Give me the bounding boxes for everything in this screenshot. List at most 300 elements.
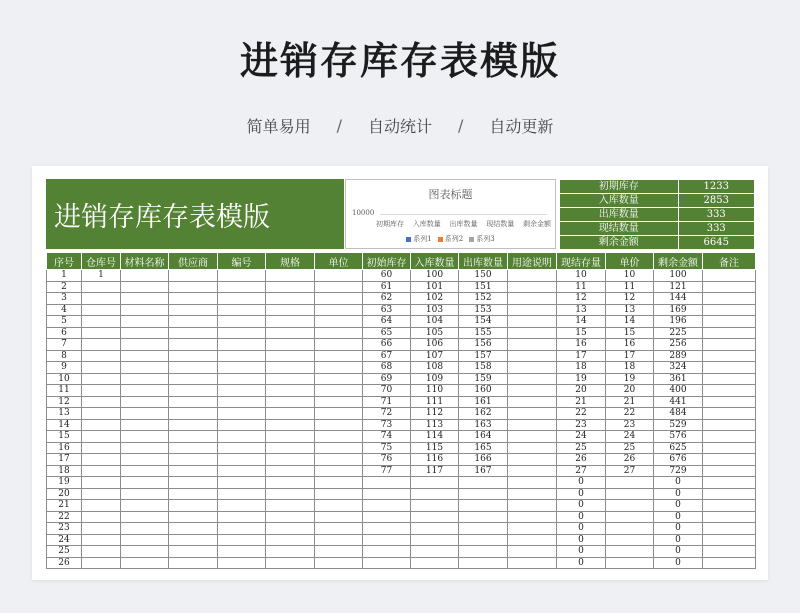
summary-label[interactable]: 初期库存	[560, 180, 679, 194]
table-cell[interactable]	[266, 431, 315, 443]
table-cell[interactable]	[169, 316, 218, 328]
table-cell[interactable]: 22	[606, 408, 654, 420]
table-cell[interactable]	[315, 465, 363, 477]
table-cell[interactable]	[169, 465, 218, 477]
table-cell[interactable]: 109	[411, 373, 459, 385]
table-cell[interactable]	[703, 419, 756, 431]
table-cell[interactable]	[315, 500, 363, 512]
table-cell[interactable]: 161	[459, 396, 508, 408]
table-cell[interactable]: 17	[557, 350, 606, 362]
table-cell[interactable]	[218, 327, 266, 339]
table-cell[interactable]	[169, 373, 218, 385]
table-cell[interactable]: 196	[654, 316, 703, 328]
table-cell[interactable]: 151	[459, 281, 508, 293]
table-cell[interactable]: 0	[557, 500, 606, 512]
table-cell[interactable]: 256	[654, 339, 703, 351]
table-cell[interactable]	[508, 362, 557, 374]
table-cell[interactable]	[169, 500, 218, 512]
table-cell[interactable]	[315, 477, 363, 489]
table-cell[interactable]	[169, 293, 218, 305]
table-cell[interactable]	[82, 316, 121, 328]
table-cell[interactable]: 63	[363, 304, 411, 316]
table-cell[interactable]	[266, 523, 315, 535]
table-cell[interactable]	[218, 557, 266, 569]
table-cell[interactable]: 152	[459, 293, 508, 305]
table-cell[interactable]	[82, 293, 121, 305]
table-cell[interactable]	[703, 523, 756, 535]
table-cell[interactable]	[266, 465, 315, 477]
table-cell[interactable]	[703, 350, 756, 362]
table-cell[interactable]	[82, 396, 121, 408]
table-cell[interactable]	[508, 454, 557, 466]
table-cell[interactable]	[459, 477, 508, 489]
table-cell[interactable]	[315, 385, 363, 397]
table-cell[interactable]	[411, 546, 459, 558]
table-cell[interactable]: 154	[459, 316, 508, 328]
table-cell[interactable]	[169, 419, 218, 431]
table-cell[interactable]	[315, 293, 363, 305]
table-cell[interactable]: 1	[47, 270, 82, 282]
table-cell[interactable]	[315, 419, 363, 431]
column-header[interactable]: 剩余金额	[654, 253, 703, 270]
table-cell[interactable]: 158	[459, 362, 508, 374]
summary-label[interactable]: 剩余金额	[560, 236, 679, 250]
table-cell[interactable]	[266, 488, 315, 500]
table-cell[interactable]: 0	[654, 477, 703, 489]
table-cell[interactable]	[508, 304, 557, 316]
table-cell[interactable]	[218, 350, 266, 362]
table-cell[interactable]	[82, 327, 121, 339]
table-cell[interactable]	[218, 339, 266, 351]
table-cell[interactable]	[218, 500, 266, 512]
table-cell[interactable]	[218, 488, 266, 500]
table-cell[interactable]	[82, 511, 121, 523]
column-header[interactable]: 规格	[266, 253, 315, 270]
table-cell[interactable]: 22	[47, 511, 82, 523]
column-header[interactable]: 现结存量	[557, 253, 606, 270]
table-cell[interactable]	[266, 293, 315, 305]
table-cell[interactable]	[266, 408, 315, 420]
table-cell[interactable]: 19	[606, 373, 654, 385]
table-cell[interactable]	[169, 523, 218, 535]
table-cell[interactable]	[508, 477, 557, 489]
table-cell[interactable]	[315, 546, 363, 558]
table-cell[interactable]	[121, 557, 169, 569]
column-header[interactable]: 入库数量	[411, 253, 459, 270]
table-cell[interactable]	[82, 431, 121, 443]
table-cell[interactable]	[121, 511, 169, 523]
table-cell[interactable]	[508, 523, 557, 535]
table-cell[interactable]	[508, 385, 557, 397]
table-cell[interactable]	[121, 270, 169, 282]
table-cell[interactable]	[508, 419, 557, 431]
table-cell[interactable]	[218, 304, 266, 316]
table-cell[interactable]	[315, 339, 363, 351]
column-header[interactable]: 编号	[218, 253, 266, 270]
table-cell[interactable]: 115	[411, 442, 459, 454]
table-cell[interactable]: 0	[557, 511, 606, 523]
table-cell[interactable]	[508, 546, 557, 558]
table-cell[interactable]	[82, 281, 121, 293]
table-cell[interactable]	[315, 350, 363, 362]
table-cell[interactable]	[459, 534, 508, 546]
table-cell[interactable]: 2	[47, 281, 82, 293]
table-cell[interactable]: 68	[363, 362, 411, 374]
column-header[interactable]: 单位	[315, 253, 363, 270]
table-cell[interactable]	[363, 488, 411, 500]
table-cell[interactable]: 0	[557, 557, 606, 569]
table-cell[interactable]: 8	[47, 350, 82, 362]
summary-value[interactable]: 333	[678, 208, 754, 222]
table-cell[interactable]	[82, 419, 121, 431]
table-cell[interactable]	[703, 511, 756, 523]
table-cell[interactable]	[121, 339, 169, 351]
table-cell[interactable]: 111	[411, 396, 459, 408]
table-cell[interactable]: 113	[411, 419, 459, 431]
table-cell[interactable]: 100	[654, 270, 703, 282]
summary-value[interactable]: 2853	[678, 194, 754, 208]
table-cell[interactable]: 14	[47, 419, 82, 431]
table-cell[interactable]	[315, 408, 363, 420]
table-cell[interactable]	[703, 546, 756, 558]
table-cell[interactable]	[82, 488, 121, 500]
table-cell[interactable]: 13	[47, 408, 82, 420]
table-cell[interactable]: 14	[557, 316, 606, 328]
table-cell[interactable]: 484	[654, 408, 703, 420]
table-cell[interactable]	[121, 454, 169, 466]
table-cell[interactable]: 62	[363, 293, 411, 305]
table-cell[interactable]	[315, 362, 363, 374]
column-header[interactable]: 供应商	[169, 253, 218, 270]
table-cell[interactable]	[82, 442, 121, 454]
table-cell[interactable]	[266, 281, 315, 293]
table-cell[interactable]	[508, 281, 557, 293]
table-cell[interactable]: 112	[411, 408, 459, 420]
table-cell[interactable]	[363, 534, 411, 546]
table-cell[interactable]	[218, 316, 266, 328]
summary-label[interactable]: 出库数量	[560, 208, 679, 222]
table-cell[interactable]: 66	[363, 339, 411, 351]
table-cell[interactable]	[703, 304, 756, 316]
table-cell[interactable]	[508, 350, 557, 362]
table-cell[interactable]: 529	[654, 419, 703, 431]
table-cell[interactable]	[266, 327, 315, 339]
table-cell[interactable]	[121, 408, 169, 420]
table-cell[interactable]: 25	[606, 442, 654, 454]
table-cell[interactable]	[363, 477, 411, 489]
table-cell[interactable]	[411, 500, 459, 512]
table-cell[interactable]	[508, 534, 557, 546]
table-cell[interactable]	[606, 546, 654, 558]
table-cell[interactable]	[315, 431, 363, 443]
table-cell[interactable]	[266, 511, 315, 523]
table-cell[interactable]	[266, 339, 315, 351]
table-cell[interactable]	[508, 316, 557, 328]
table-cell[interactable]: 65	[363, 327, 411, 339]
table-cell[interactable]	[703, 396, 756, 408]
table-cell[interactable]: 12	[557, 293, 606, 305]
table-cell[interactable]: 73	[363, 419, 411, 431]
table-cell[interactable]	[266, 500, 315, 512]
table-cell[interactable]: 10	[47, 373, 82, 385]
table-cell[interactable]	[218, 511, 266, 523]
table-cell[interactable]	[218, 362, 266, 374]
table-cell[interactable]: 144	[654, 293, 703, 305]
table-cell[interactable]: 0	[654, 557, 703, 569]
table-cell[interactable]: 0	[654, 488, 703, 500]
table-cell[interactable]	[121, 477, 169, 489]
table-cell[interactable]	[82, 362, 121, 374]
table-cell[interactable]	[315, 281, 363, 293]
table-cell[interactable]: 10	[606, 270, 654, 282]
table-cell[interactable]	[703, 477, 756, 489]
table-cell[interactable]: 0	[557, 477, 606, 489]
table-cell[interactable]	[121, 465, 169, 477]
table-cell[interactable]: 77	[363, 465, 411, 477]
table-cell[interactable]	[82, 500, 121, 512]
table-cell[interactable]: 157	[459, 350, 508, 362]
table-cell[interactable]	[508, 511, 557, 523]
table-cell[interactable]: 164	[459, 431, 508, 443]
table-cell[interactable]	[82, 408, 121, 420]
table-cell[interactable]	[315, 316, 363, 328]
table-cell[interactable]	[169, 431, 218, 443]
table-cell[interactable]: 160	[459, 385, 508, 397]
table-cell[interactable]	[459, 500, 508, 512]
table-cell[interactable]	[266, 304, 315, 316]
table-cell[interactable]	[411, 534, 459, 546]
table-cell[interactable]	[121, 373, 169, 385]
table-cell[interactable]	[459, 488, 508, 500]
table-cell[interactable]: 64	[363, 316, 411, 328]
table-cell[interactable]	[315, 373, 363, 385]
table-cell[interactable]: 16	[557, 339, 606, 351]
table-cell[interactable]	[266, 396, 315, 408]
table-cell[interactable]	[218, 431, 266, 443]
table-cell[interactable]: 69	[363, 373, 411, 385]
table-cell[interactable]: 71	[363, 396, 411, 408]
summary-label[interactable]: 现结数量	[560, 222, 679, 236]
table-cell[interactable]	[315, 534, 363, 546]
table-cell[interactable]	[169, 339, 218, 351]
table-cell[interactable]	[169, 362, 218, 374]
table-cell[interactable]	[703, 281, 756, 293]
table-cell[interactable]	[121, 327, 169, 339]
table-cell[interactable]	[703, 465, 756, 477]
table-cell[interactable]: 163	[459, 419, 508, 431]
table-cell[interactable]	[121, 523, 169, 535]
table-cell[interactable]	[508, 431, 557, 443]
table-cell[interactable]: 225	[654, 327, 703, 339]
table-cell[interactable]: 72	[363, 408, 411, 420]
table-cell[interactable]	[508, 465, 557, 477]
table-cell[interactable]: 76	[363, 454, 411, 466]
table-cell[interactable]	[266, 362, 315, 374]
table-cell[interactable]: 400	[654, 385, 703, 397]
table-cell[interactable]: 14	[606, 316, 654, 328]
table-cell[interactable]	[266, 419, 315, 431]
table-cell[interactable]	[315, 304, 363, 316]
table-cell[interactable]	[169, 546, 218, 558]
table-cell[interactable]: 13	[557, 304, 606, 316]
table-cell[interactable]: 155	[459, 327, 508, 339]
column-header[interactable]: 单价	[606, 253, 654, 270]
table-cell[interactable]: 0	[654, 500, 703, 512]
table-cell[interactable]: 100	[411, 270, 459, 282]
table-cell[interactable]: 101	[411, 281, 459, 293]
table-cell[interactable]: 324	[654, 362, 703, 374]
table-cell[interactable]	[82, 557, 121, 569]
table-cell[interactable]	[82, 534, 121, 546]
table-cell[interactable]	[169, 396, 218, 408]
table-cell[interactable]	[121, 431, 169, 443]
table-cell[interactable]: 12	[606, 293, 654, 305]
table-cell[interactable]	[508, 557, 557, 569]
table-cell[interactable]	[266, 454, 315, 466]
table-cell[interactable]: 23	[557, 419, 606, 431]
table-cell[interactable]: 67	[363, 350, 411, 362]
table-cell[interactable]	[169, 557, 218, 569]
table-cell[interactable]: 19	[557, 373, 606, 385]
table-cell[interactable]: 153	[459, 304, 508, 316]
table-cell[interactable]: 114	[411, 431, 459, 443]
table-cell[interactable]: 6	[47, 327, 82, 339]
table-cell[interactable]: 167	[459, 465, 508, 477]
table-cell[interactable]: 9	[47, 362, 82, 374]
table-cell[interactable]: 25	[557, 442, 606, 454]
table-cell[interactable]: 13	[606, 304, 654, 316]
table-cell[interactable]: 24	[557, 431, 606, 443]
table-cell[interactable]	[363, 523, 411, 535]
table-cell[interactable]	[411, 557, 459, 569]
table-cell[interactable]: 5	[47, 316, 82, 328]
table-cell[interactable]	[703, 408, 756, 420]
table-cell[interactable]	[121, 534, 169, 546]
table-cell[interactable]: 17	[47, 454, 82, 466]
table-cell[interactable]	[315, 270, 363, 282]
summary-value[interactable]: 1233	[678, 180, 754, 194]
table-cell[interactable]	[703, 373, 756, 385]
table-cell[interactable]: 23	[47, 523, 82, 535]
table-cell[interactable]: 20	[47, 488, 82, 500]
table-cell[interactable]	[82, 339, 121, 351]
table-cell[interactable]: 107	[411, 350, 459, 362]
table-cell[interactable]	[266, 546, 315, 558]
table-cell[interactable]	[703, 293, 756, 305]
table-cell[interactable]: 117	[411, 465, 459, 477]
table-cell[interactable]: 26	[47, 557, 82, 569]
table-cell[interactable]: 61	[363, 281, 411, 293]
table-cell[interactable]	[508, 488, 557, 500]
table-cell[interactable]	[703, 557, 756, 569]
table-cell[interactable]: 729	[654, 465, 703, 477]
table-cell[interactable]	[703, 454, 756, 466]
table-cell[interactable]: 0	[557, 546, 606, 558]
table-cell[interactable]	[169, 442, 218, 454]
summary-value[interactable]: 6645	[678, 236, 754, 250]
table-cell[interactable]	[82, 477, 121, 489]
table-cell[interactable]	[218, 408, 266, 420]
table-cell[interactable]	[363, 511, 411, 523]
table-cell[interactable]: 15	[557, 327, 606, 339]
table-cell[interactable]	[266, 477, 315, 489]
table-cell[interactable]: 26	[557, 454, 606, 466]
table-cell[interactable]	[218, 373, 266, 385]
table-cell[interactable]	[459, 546, 508, 558]
table-cell[interactable]	[82, 385, 121, 397]
table-cell[interactable]: 159	[459, 373, 508, 385]
table-cell[interactable]: 12	[47, 396, 82, 408]
table-cell[interactable]: 18	[557, 362, 606, 374]
table-cell[interactable]	[169, 281, 218, 293]
table-cell[interactable]: 10	[557, 270, 606, 282]
table-cell[interactable]: 676	[654, 454, 703, 466]
table-cell[interactable]: 441	[654, 396, 703, 408]
table-cell[interactable]	[363, 500, 411, 512]
table-cell[interactable]	[82, 350, 121, 362]
table-cell[interactable]	[121, 488, 169, 500]
table-cell[interactable]	[459, 557, 508, 569]
table-cell[interactable]: 1	[82, 270, 121, 282]
table-cell[interactable]: 21	[606, 396, 654, 408]
table-cell[interactable]	[82, 523, 121, 535]
table-cell[interactable]: 0	[654, 534, 703, 546]
table-cell[interactable]: 0	[654, 511, 703, 523]
table-cell[interactable]	[218, 293, 266, 305]
table-cell[interactable]	[218, 396, 266, 408]
table-cell[interactable]	[411, 523, 459, 535]
table-cell[interactable]: 23	[606, 419, 654, 431]
table-cell[interactable]	[508, 442, 557, 454]
table-cell[interactable]	[411, 488, 459, 500]
column-header[interactable]: 初始库存	[363, 253, 411, 270]
table-cell[interactable]	[508, 339, 557, 351]
table-cell[interactable]	[169, 454, 218, 466]
table-cell[interactable]	[121, 442, 169, 454]
table-cell[interactable]: 110	[411, 385, 459, 397]
table-cell[interactable]	[169, 385, 218, 397]
table-cell[interactable]: 19	[47, 477, 82, 489]
table-cell[interactable]	[703, 327, 756, 339]
table-cell[interactable]	[703, 385, 756, 397]
table-cell[interactable]	[606, 511, 654, 523]
table-cell[interactable]: 21	[47, 500, 82, 512]
table-cell[interactable]	[315, 396, 363, 408]
table-cell[interactable]: 108	[411, 362, 459, 374]
table-cell[interactable]	[315, 523, 363, 535]
table-cell[interactable]	[266, 442, 315, 454]
table-cell[interactable]	[218, 534, 266, 546]
table-cell[interactable]: 21	[557, 396, 606, 408]
table-cell[interactable]	[121, 396, 169, 408]
table-cell[interactable]	[508, 408, 557, 420]
table-cell[interactable]	[606, 534, 654, 546]
table-cell[interactable]	[266, 316, 315, 328]
column-header[interactable]: 备注	[703, 253, 756, 270]
column-header[interactable]: 用途说明	[508, 253, 557, 270]
table-cell[interactable]	[315, 327, 363, 339]
table-cell[interactable]	[82, 373, 121, 385]
table-cell[interactable]: 75	[363, 442, 411, 454]
table-cell[interactable]	[459, 523, 508, 535]
table-cell[interactable]: 166	[459, 454, 508, 466]
table-cell[interactable]: 106	[411, 339, 459, 351]
table-cell[interactable]: 0	[654, 523, 703, 535]
column-header[interactable]: 材料名称	[121, 253, 169, 270]
table-cell[interactable]	[121, 281, 169, 293]
table-cell[interactable]	[169, 304, 218, 316]
table-cell[interactable]: 162	[459, 408, 508, 420]
